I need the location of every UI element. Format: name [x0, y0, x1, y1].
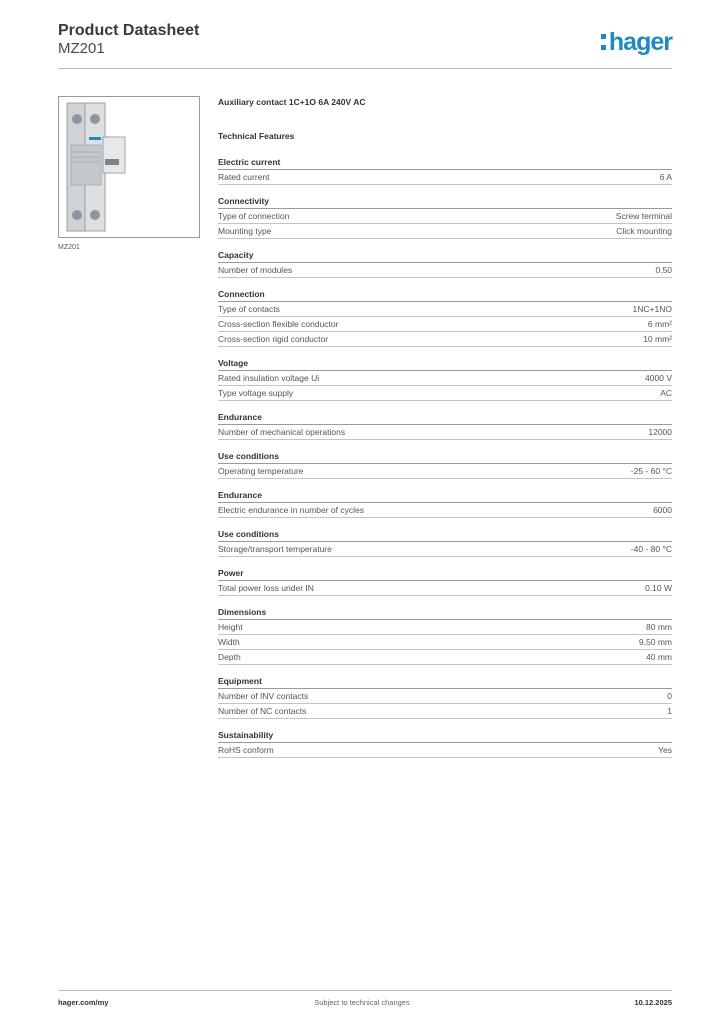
spec-section	[218, 249, 672, 278]
spec-value: Screw terminal	[615, 211, 672, 221]
spec-value: 1	[667, 706, 672, 716]
spec-value: 6 A	[659, 172, 672, 182]
spec-label: Cross-section flexible conductor	[218, 319, 339, 329]
brand-logo	[601, 28, 672, 57]
spec-row	[218, 302, 672, 317]
spec-value: 1NC+1NO	[632, 304, 672, 314]
spec-value: AC	[660, 388, 672, 398]
spec-row	[218, 581, 672, 596]
datasheet-content	[218, 96, 672, 768]
spec-row	[218, 542, 672, 557]
header-divider	[58, 68, 672, 69]
spec-row	[218, 224, 672, 239]
spec-section	[218, 357, 672, 401]
footer-notice: Subject to technical changes	[314, 998, 410, 1007]
spec-label: Type voltage supply	[218, 388, 294, 398]
spec-row	[218, 503, 672, 518]
spec-row	[218, 743, 672, 758]
footer-website[interactable]: hager.com/my	[58, 998, 109, 1007]
spec-label: Number of mechanical operations	[218, 427, 346, 437]
spec-value: 9.50 mm	[638, 637, 672, 647]
logo-text: hager	[608, 28, 672, 56]
spec-label: Depth	[218, 652, 241, 662]
spec-label: Rated insulation voltage Ui	[218, 373, 320, 383]
footer-divider	[58, 990, 672, 991]
page-title: Product Datasheet	[58, 22, 200, 39]
spec-value: 80 mm	[646, 622, 672, 632]
section-heading: Dimensions	[218, 606, 672, 620]
spec-label: Number of NC contacts	[218, 706, 307, 716]
spec-label: Width	[218, 637, 240, 647]
spec-section	[218, 411, 672, 440]
spec-value: 0.50	[655, 265, 672, 275]
spec-row	[218, 620, 672, 635]
spec-row	[218, 263, 672, 278]
spec-section	[218, 528, 672, 557]
section-heading: Sustainability	[218, 729, 672, 743]
spec-section	[218, 567, 672, 596]
spec-label: Height	[218, 622, 243, 632]
spec-section	[218, 729, 672, 758]
spec-section	[218, 450, 672, 479]
spec-label: Number of INV contacts	[218, 691, 309, 701]
spec-row	[218, 386, 672, 401]
spec-row	[218, 170, 672, 185]
spec-row	[218, 332, 672, 347]
spec-row	[218, 371, 672, 386]
spec-section	[218, 156, 672, 185]
spec-value: 4000 V	[645, 373, 672, 383]
spec-value: 12000	[648, 427, 672, 437]
spec-value: 10 mm²	[643, 334, 672, 344]
image-caption: MZ201	[58, 244, 80, 251]
product-description: Auxiliary contact 1C+1O 6A 240V AC	[218, 97, 366, 107]
spec-row	[218, 635, 672, 650]
spec-value: 6000	[653, 505, 672, 515]
spec-sections	[218, 156, 672, 758]
spec-label: Electric endurance in number of cycles	[218, 505, 364, 515]
spec-label: RoHS conform	[218, 745, 274, 755]
spec-row	[218, 704, 672, 719]
section-heading: Equipment	[218, 675, 672, 689]
spec-value: 0	[667, 691, 672, 701]
spec-label: Operating temperature	[218, 466, 304, 476]
section-heading: Power	[218, 567, 672, 581]
spec-row	[218, 689, 672, 704]
spec-section	[218, 195, 672, 239]
spec-label: Type of contacts	[218, 304, 280, 314]
spec-section	[218, 288, 672, 347]
spec-label: Rated current	[218, 172, 270, 182]
spec-value: Yes	[658, 745, 672, 755]
spec-value: 40 mm	[646, 652, 672, 662]
section-heading: Endurance	[218, 411, 672, 425]
spec-row	[218, 425, 672, 440]
spec-label: Number of modules	[218, 265, 293, 275]
section-heading: Connection	[218, 288, 672, 302]
section-heading: Voltage	[218, 357, 672, 371]
spec-label: Storage/transport temperature	[218, 544, 332, 554]
section-heading: Connectivity	[218, 195, 672, 209]
auxiliary-contact-module-image	[59, 97, 199, 237]
spec-value: -25 - 60 °C	[630, 466, 672, 476]
section-heading: Capacity	[218, 249, 672, 263]
footer-date: 10.12.2025	[634, 998, 672, 1007]
spec-row	[218, 209, 672, 224]
spec-label: Type of connection	[218, 211, 290, 221]
spec-row	[218, 317, 672, 332]
spec-row	[218, 464, 672, 479]
spec-section	[218, 606, 672, 665]
spec-value: Click mounting	[616, 226, 672, 236]
product-code: MZ201	[58, 40, 105, 57]
spec-row	[218, 650, 672, 665]
spec-value: 6 mm²	[647, 319, 672, 329]
spec-value: -40 - 80 °C	[630, 544, 672, 554]
features-heading: Technical Features	[218, 131, 295, 141]
section-heading: Use conditions	[218, 450, 672, 464]
section-heading: Electric current	[218, 156, 672, 170]
product-image	[58, 96, 200, 238]
spec-label: Total power loss under IN	[218, 583, 314, 593]
spec-section	[218, 489, 672, 518]
spec-label: Mounting type	[218, 226, 272, 236]
spec-section	[218, 675, 672, 719]
section-heading: Use conditions	[218, 528, 672, 542]
logo-dots-icon	[601, 28, 607, 50]
section-heading: Endurance	[218, 489, 672, 503]
spec-label: Cross-section rigid conductor	[218, 334, 329, 344]
spec-value: 0.10 W	[645, 583, 672, 593]
